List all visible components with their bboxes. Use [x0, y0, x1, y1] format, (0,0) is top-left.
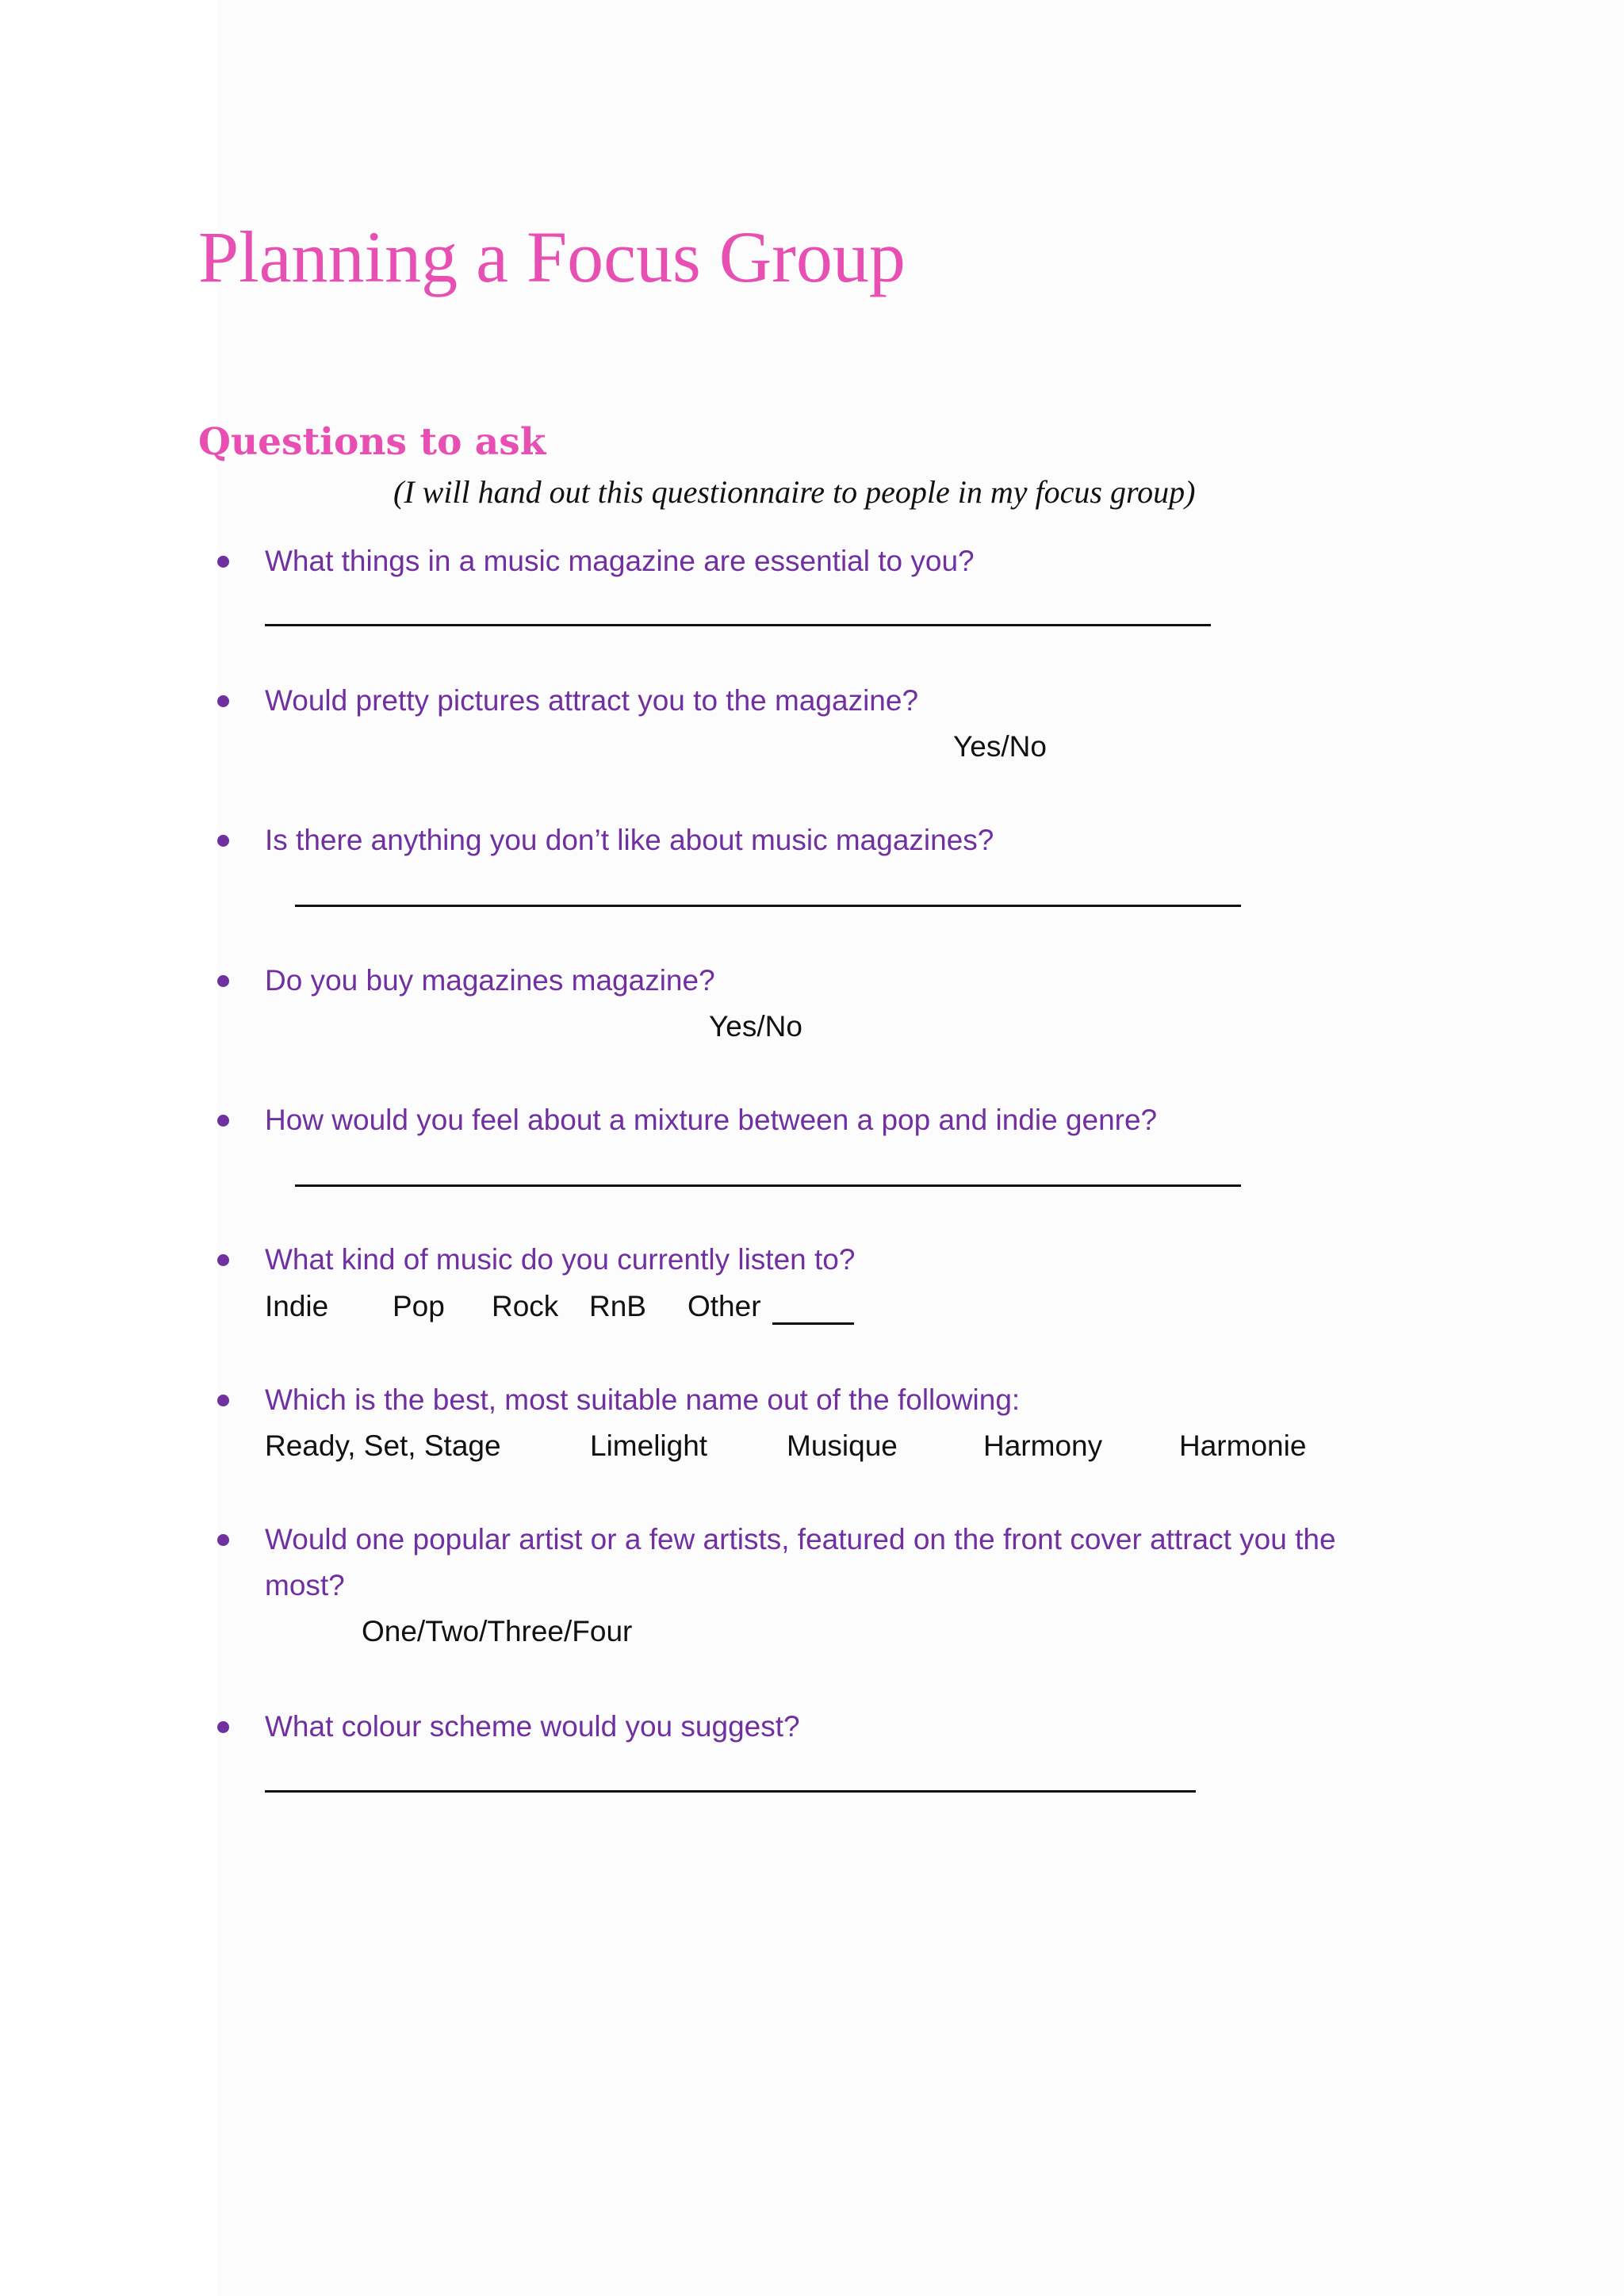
option-other[interactable]: Other: [688, 1290, 761, 1322]
question-2: Would pretty pictures attract you to the magazine?: [265, 684, 919, 717]
bullet-icon: [217, 556, 229, 568]
option-limelight[interactable]: Limelight: [590, 1429, 708, 1462]
question-4: Do you buy magazines magazine?: [265, 964, 715, 997]
answer-artist-count[interactable]: One/Two/Three/Four: [362, 1615, 633, 1647]
option-rnb[interactable]: RnB: [589, 1290, 646, 1322]
question-6: What kind of music do you currently listen to?: [265, 1243, 856, 1276]
option-musique[interactable]: Musique: [787, 1429, 898, 1462]
bullet-icon: [217, 1721, 229, 1733]
question-5: How would you feel about a mixture between a pop and indie genre?: [265, 1104, 1158, 1136]
bullet-icon: [217, 695, 229, 707]
answer-line-1[interactable]: [265, 624, 1211, 626]
question-3: Is there anything you don’t like about music magazines?: [265, 824, 994, 856]
option-indie[interactable]: Indie: [265, 1290, 329, 1322]
page-background: [218, 0, 1624, 2296]
bullet-icon: [217, 835, 229, 847]
bullet-icon: [217, 975, 229, 987]
question-8-line-1: Would one popular artist or a few artists, featured on the front cover attract you the: [265, 1523, 1336, 1556]
answer-line-3[interactable]: [295, 905, 1241, 907]
option-rock[interactable]: Rock: [492, 1290, 559, 1322]
question-7: Which is the best, most suitable name out of the following:: [265, 1383, 1021, 1416]
question-1: What things in a music magazine are essential to you?: [265, 545, 975, 577]
questionnaire-note: (I will hand out this questionnaire to people in my focus group): [393, 474, 1196, 510]
answer-yes-no-2[interactable]: Yes/No: [953, 730, 1047, 763]
answer-line-9[interactable]: [265, 1790, 1196, 1793]
option-pop[interactable]: Pop: [393, 1290, 445, 1322]
question-8-line-2: most?: [265, 1569, 345, 1601]
bullet-icon: [217, 1534, 229, 1546]
answer-yes-no-4[interactable]: Yes/No: [709, 1010, 802, 1043]
option-harmonie[interactable]: Harmonie: [1179, 1429, 1307, 1462]
bullet-icon: [217, 1115, 229, 1127]
page-title: Planning a Focus Group: [198, 216, 906, 297]
bullet-icon: [217, 1254, 229, 1266]
answer-line-5[interactable]: [295, 1184, 1241, 1187]
option-harmony[interactable]: Harmony: [983, 1429, 1103, 1462]
question-9: What colour scheme would you suggest?: [265, 1710, 800, 1743]
other-blank-line[interactable]: [772, 1322, 854, 1325]
section-heading: Questions to ask: [198, 420, 546, 464]
option-ready-set-stage[interactable]: Ready, Set, Stage: [265, 1429, 501, 1462]
bullet-icon: [217, 1395, 229, 1406]
